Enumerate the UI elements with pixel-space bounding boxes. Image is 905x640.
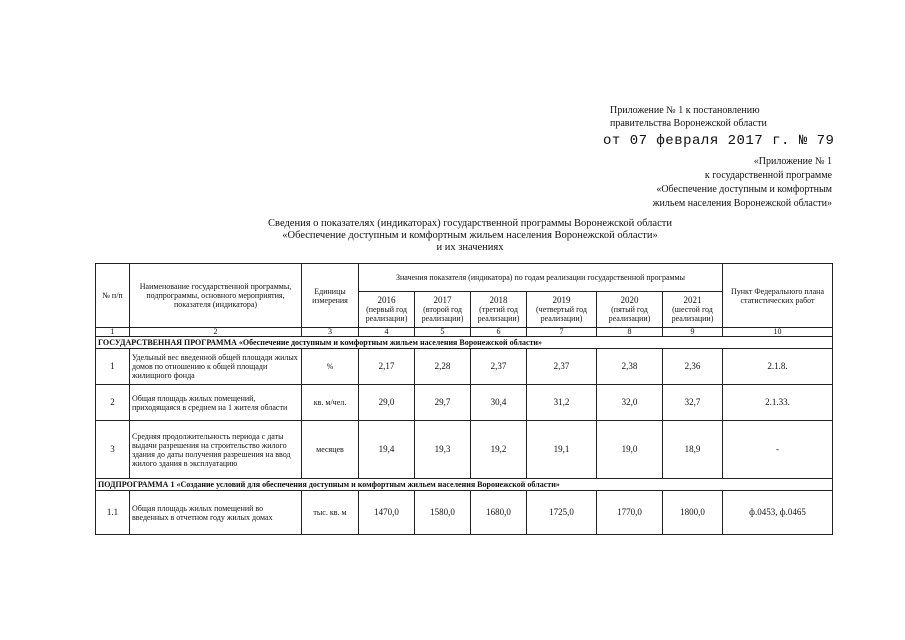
year-number: 2018	[489, 295, 508, 305]
row-value: 1680,0	[471, 491, 527, 535]
year-label: (третий год реализации)	[477, 305, 520, 323]
row-value: 2,28	[415, 349, 471, 385]
row-value: 29,0	[359, 385, 415, 421]
row-num: 3	[96, 421, 130, 479]
row-value: 19,3	[415, 421, 471, 479]
row-num: 2	[96, 385, 130, 421]
column-index-cell: 4	[359, 328, 415, 337]
title-line: и их значениях	[436, 242, 504, 253]
year-number: 2021	[683, 295, 702, 305]
row-value: 19,0	[597, 421, 663, 479]
row-value: 2,36	[663, 349, 723, 385]
column-index-cell: 10	[723, 328, 833, 337]
year-number: 2017	[433, 295, 452, 305]
program-ref-line: жильем населения Воронежской области»	[652, 198, 832, 209]
column-index-cell: 3	[302, 328, 359, 337]
row-unit: кв. м/чел.	[302, 385, 359, 421]
row-value: 2,17	[359, 349, 415, 385]
row-value: 2,38	[597, 349, 663, 385]
row-num: 1	[96, 349, 130, 385]
row-plan-item: 2.1.33.	[723, 385, 833, 421]
row-value: 18,9	[663, 421, 723, 479]
row-indicator-name: Общая площадь жилых помещений во введенных в отчетном году жилых домах	[130, 491, 302, 535]
row-value: 1770,0	[597, 491, 663, 535]
table-row	[96, 349, 833, 385]
header-num: № п/п	[96, 264, 130, 328]
appendix-line: правительства Воронежской области	[610, 118, 767, 129]
row-value: 19,1	[527, 421, 597, 479]
row-value: 2,37	[527, 349, 597, 385]
row-indicator-name: Средняя продолжительность периода с даты выдачи разрешения на строительство жилого здания до даты получения разрешения на ввод жилого здания в эксплуатацию	[130, 421, 302, 479]
year-label: (первый год реализации)	[365, 305, 408, 323]
column-index-cell: 8	[597, 328, 663, 337]
column-index-cell: 9	[663, 328, 723, 337]
row-unit: тыс. кв. м	[302, 491, 359, 535]
row-value: 30,4	[471, 385, 527, 421]
header-values-group: Значения показателя (индикатора) по годам реализации государственной программы	[359, 264, 723, 292]
program-ref-line: «Обеспечение доступным и комфортным	[656, 184, 832, 195]
year-number: 2020	[620, 295, 639, 305]
row-value: 32,0	[597, 385, 663, 421]
year-label: (второй год реализации)	[421, 305, 464, 323]
year-label: (пятый год реализации)	[608, 305, 651, 323]
program-ref-line: к государственной программе	[704, 170, 832, 181]
table-row	[96, 491, 833, 535]
indicators-table	[95, 263, 833, 535]
row-value: 19,4	[359, 421, 415, 479]
year-label: (шестой год реализации)	[671, 305, 714, 323]
row-indicator-name: Общая площадь жилых помещений, приходящаяся в среднем на 1 жителя области	[130, 385, 302, 421]
header-year-2021	[663, 292, 723, 328]
section-title: ПОДПРОГРАММА 1 «Создание условий для обеспечения доступным и комфортным жильем населения Воронежской области»	[96, 479, 833, 491]
column-index-cell: 5	[415, 328, 471, 337]
row-plan-item: 2.1.8.	[723, 349, 833, 385]
row-value: 29,7	[415, 385, 471, 421]
row-value: 32,7	[663, 385, 723, 421]
row-value: 1800,0	[663, 491, 723, 535]
table-row	[96, 421, 833, 479]
section-subprogram-1	[96, 479, 833, 491]
row-num: 1.1	[96, 491, 130, 535]
row-value: 2,37	[471, 349, 527, 385]
year-label: (четвертый год реализации)	[536, 305, 587, 323]
row-unit: %	[302, 349, 359, 385]
column-index-cell: 2	[130, 328, 302, 337]
header-row	[96, 264, 833, 292]
header-plan: Пункт Федерального плана статистических работ	[723, 264, 833, 328]
year-number: 2016	[377, 295, 396, 305]
row-value: 1725,0	[527, 491, 597, 535]
appendix-date: от 07 февраля 2017 г. № 79	[603, 133, 835, 149]
program-ref-line: «Приложение № 1	[753, 156, 832, 167]
appendix-line: Приложение № 1 к постановлению	[610, 105, 760, 116]
column-index-cell: 6	[471, 328, 527, 337]
document-title	[180, 218, 760, 254]
section-state-program	[96, 337, 833, 349]
title-line: Сведения о показателях (индикаторах) государственной программы Воронежской области	[268, 218, 672, 229]
table-row	[96, 385, 833, 421]
header-unit: Единицы измерения	[302, 264, 359, 328]
header-year-2017	[415, 292, 471, 328]
program-reference	[653, 155, 832, 211]
title-line: «Обеспечение доступным и комфортным жильем населения Воронежской области»	[282, 230, 658, 241]
row-value: 31,2	[527, 385, 597, 421]
section-title: ГОСУДАРСТВЕННАЯ ПРОГРАММА «Обеспечение доступным и комфортным жильем населения Воронежской области»	[96, 337, 833, 349]
row-value: 1470,0	[359, 491, 415, 535]
header-year-2016	[359, 292, 415, 328]
row-unit: месяцев	[302, 421, 359, 479]
row-value: 19,2	[471, 421, 527, 479]
header-year-2019	[527, 292, 597, 328]
column-index-cell: 7	[527, 328, 597, 337]
row-value: 1580,0	[415, 491, 471, 535]
header-year-2020	[597, 292, 663, 328]
appendix-header	[610, 104, 767, 130]
row-plan-item: -	[723, 421, 833, 479]
year-number: 2019	[552, 295, 571, 305]
row-plan-item: ф.0453, ф.0465	[723, 491, 833, 535]
column-index-row	[96, 328, 833, 337]
row-indicator-name: Удельный вес введенной общей площади жилых домов по отношению к общей площади жилищного фонда	[130, 349, 302, 385]
header-name: Наименование государственной программы, подпрограммы, основного мероприятия, показателя (индикатора)	[130, 264, 302, 328]
column-index-cell: 1	[96, 328, 130, 337]
header-year-2018	[471, 292, 527, 328]
